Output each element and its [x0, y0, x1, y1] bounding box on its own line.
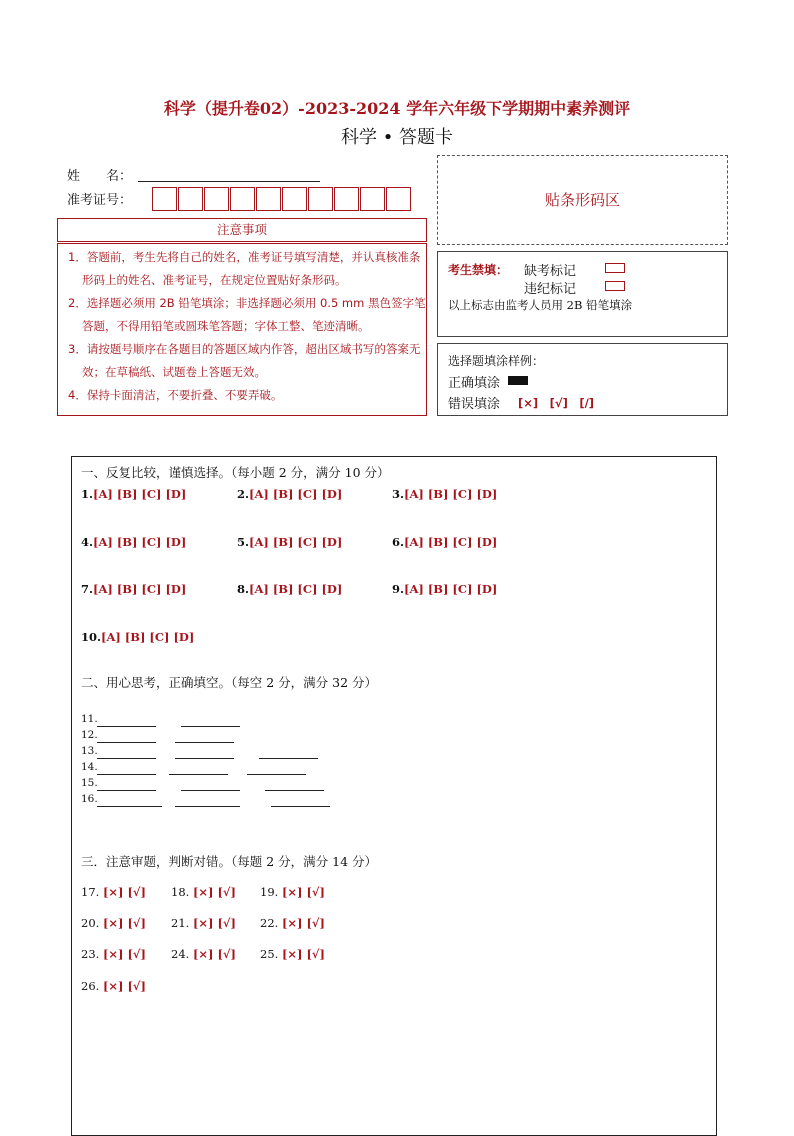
notice-item: 3．请按题号顺序在各题目的答题区域内作答，超出区域书写的答案无效；在草稿纸、试题卷上答题无效。	[68, 342, 421, 379]
name-label: 姓 名：	[67, 169, 133, 184]
mc-question[interactable]	[81, 487, 186, 501]
question-number: 5.	[237, 535, 250, 549]
tf-question[interactable]	[81, 916, 146, 930]
mc-question[interactable]	[81, 630, 194, 644]
mc-question[interactable]	[237, 535, 342, 549]
question-number: 2.	[237, 487, 250, 501]
correct-fill-sample	[508, 376, 528, 385]
mc-options[interactable]: [A] [B] [C] [D]	[249, 535, 343, 549]
fill-blank[interactable]	[97, 742, 156, 743]
fill-blank[interactable]	[175, 758, 234, 759]
mc-options[interactable]: [A] [B] [C] [D]	[101, 630, 195, 644]
notice-item: 4．保持卡面清洁，不要折叠、不要弄破。	[68, 388, 283, 402]
question-number: 8.	[237, 582, 250, 596]
tf-marks[interactable]: [×] [√]	[102, 979, 146, 993]
id-label: 准考证号：	[67, 193, 133, 208]
section2-title: 二、用心思考，正确填空。（每空 2 分，满分 32 分）	[81, 675, 378, 690]
id-digit-box[interactable]	[152, 187, 177, 211]
mc-options[interactable]: [A] [B] [C] [D]	[404, 487, 498, 501]
question-number: 4.	[81, 535, 94, 549]
tf-marks[interactable]: [×] [√]	[281, 916, 325, 930]
tf-question[interactable]	[81, 979, 146, 993]
question-number: 22.	[260, 916, 279, 930]
mc-options[interactable]: [A] [B] [C] [D]	[93, 535, 187, 549]
fill-blank[interactable]	[271, 806, 330, 807]
id-digit-box[interactable]	[334, 187, 359, 211]
id-digit-box[interactable]	[308, 187, 333, 211]
tf-question[interactable]	[171, 885, 236, 899]
question-number: 11.	[81, 713, 98, 725]
tf-question[interactable]	[260, 947, 325, 961]
question-number: 19.	[260, 885, 279, 899]
tf-marks[interactable]: [×] [√]	[192, 947, 236, 961]
question-number: 1.	[81, 487, 94, 501]
mc-options[interactable]: [A] [B] [C] [D]	[404, 535, 498, 549]
violation-label: 违纪标记	[524, 282, 577, 297]
question-number: 20.	[81, 916, 100, 930]
question-number: 16.	[81, 793, 98, 805]
answer-area	[71, 456, 717, 1136]
tf-marks[interactable]: [×] [√]	[281, 947, 325, 961]
tf-marks[interactable]: [×] [√]	[192, 885, 236, 899]
tf-question[interactable]	[260, 916, 325, 930]
tf-marks[interactable]: [×] [√]	[102, 947, 146, 961]
example-title: 选择题填涂样例：	[448, 354, 545, 368]
question-number: 9.	[392, 582, 405, 596]
mc-question[interactable]	[81, 582, 186, 596]
fill-blank[interactable]	[265, 790, 324, 791]
fill-blank[interactable]	[97, 758, 156, 759]
question-number: 13.	[81, 745, 98, 757]
name-field[interactable]	[138, 181, 320, 182]
notice-box	[57, 243, 427, 416]
tf-marks[interactable]: [×] [√]	[102, 885, 146, 899]
example-box	[437, 343, 728, 416]
fill-blank[interactable]	[181, 726, 240, 727]
barcode-area	[437, 155, 728, 245]
fill-blank[interactable]	[169, 774, 228, 775]
mc-options[interactable]: [A] [B] [C] [D]	[249, 582, 343, 596]
id-digit-box[interactable]	[256, 187, 281, 211]
mc-question[interactable]	[392, 582, 497, 596]
notice-item: 1．答题前，考生先将自己的姓名，准考证号填写清楚，并认真核准条形码上的姓名、准考证号，在规定位置贴好条形码。	[68, 250, 421, 287]
fill-blank[interactable]	[97, 726, 156, 727]
question-number: 12.	[81, 729, 98, 741]
tf-question[interactable]	[81, 947, 146, 961]
notice-item: 2．选择题必须用 2B 铅笔填涂；非选择题必须用 0.5 mm 黑色签字笔答题，不得用铅笔或圆珠笔答题；字体工整、笔迹清晰。	[68, 296, 426, 333]
mc-question[interactable]	[392, 487, 497, 501]
fill-blank[interactable]	[181, 790, 240, 791]
absent-label: 缺考标记	[524, 264, 577, 279]
question-number: 23.	[81, 947, 100, 961]
forbidden-note: 以上标志由监考人员用 2B 铅笔填涂	[448, 298, 633, 312]
notice-title: 注意事项	[57, 218, 427, 242]
tf-marks[interactable]: [×] [√]	[281, 885, 325, 899]
question-number: 15.	[81, 777, 98, 789]
fill-blank[interactable]	[259, 758, 318, 759]
question-number: 14.	[81, 761, 98, 773]
question-number: 10.	[81, 630, 102, 644]
id-digit-box[interactable]	[230, 187, 255, 211]
fill-blank[interactable]	[97, 774, 156, 775]
id-digit-box[interactable]	[386, 187, 411, 211]
fill-blank[interactable]	[175, 806, 240, 807]
mc-question[interactable]	[392, 535, 497, 549]
question-number: 18.	[171, 885, 190, 899]
tf-marks[interactable]: [×] [√]	[102, 916, 146, 930]
fill-blank[interactable]	[97, 790, 156, 791]
section1-title: 一、反复比较，谨慎选择。（每小题 2 分，满分 10 分）	[81, 465, 390, 480]
mc-question[interactable]	[81, 535, 186, 549]
id-digit-box[interactable]	[204, 187, 229, 211]
mc-question[interactable]	[237, 582, 342, 596]
id-digit-box[interactable]	[178, 187, 203, 211]
question-number: 24.	[171, 947, 190, 961]
tf-question[interactable]	[171, 916, 236, 930]
question-number: 6.	[392, 535, 405, 549]
page-title: 科学（提升卷02）-2023-2024 学年六年级下学期期中素养测评	[163, 99, 631, 118]
page-subtitle: 科学 • 答题卡	[340, 127, 454, 148]
forbidden-box	[437, 251, 728, 337]
mc-options[interactable]: [A] [B] [C] [D]	[93, 582, 187, 596]
section3-title: 三．注意审题，判断对错。（每题 2 分，满分 14 分）	[81, 854, 378, 869]
tf-question[interactable]	[260, 885, 325, 899]
fill-blank[interactable]	[97, 806, 162, 807]
mc-options[interactable]: [A] [B] [C] [D]	[404, 582, 498, 596]
question-number: 25.	[260, 947, 279, 961]
question-number: 7.	[81, 582, 94, 596]
mc-options[interactable]: [A] [B] [C] [D]	[249, 487, 343, 501]
wrong-label: 错误填涂	[448, 397, 501, 412]
fill-blank[interactable]	[247, 774, 306, 775]
id-digit-box[interactable]	[360, 187, 385, 211]
question-number: 3.	[392, 487, 405, 501]
tf-marks[interactable]: [×] [√]	[192, 916, 236, 930]
question-number: 21.	[171, 916, 190, 930]
id-digit-box[interactable]	[282, 187, 307, 211]
barcode-label: 贴条形码区	[544, 191, 620, 209]
violation-mark[interactable]	[605, 281, 625, 291]
question-number: 17.	[81, 885, 100, 899]
tf-question[interactable]	[171, 947, 236, 961]
forbidden-label: 考生禁填：	[448, 263, 509, 277]
question-number: 26.	[81, 979, 100, 993]
absent-mark[interactable]	[605, 263, 625, 273]
mc-question[interactable]	[237, 487, 342, 501]
tf-question[interactable]	[81, 885, 146, 899]
wrong-marks: [×] [√] [/]	[518, 396, 595, 410]
mc-options[interactable]: [A] [B] [C] [D]	[93, 487, 187, 501]
fill-blank[interactable]	[175, 742, 234, 743]
correct-label: 正确填涂	[448, 376, 501, 391]
